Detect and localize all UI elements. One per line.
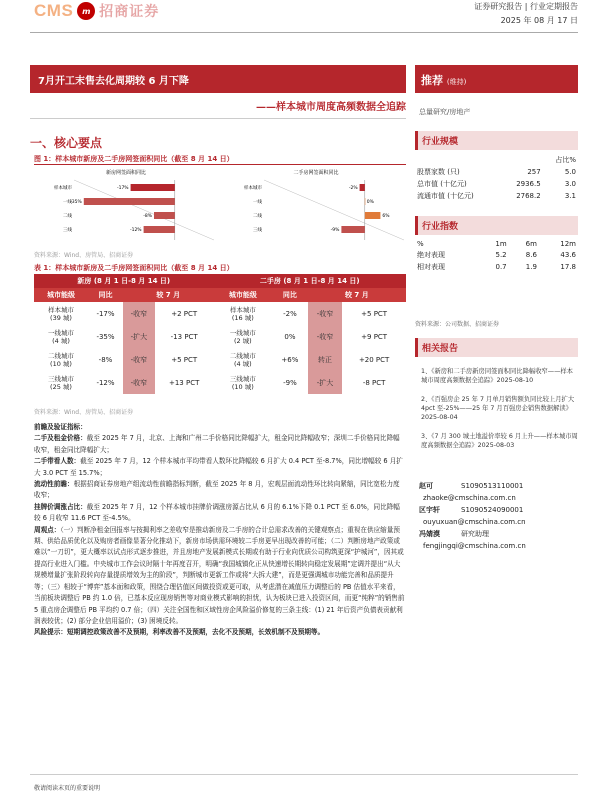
category-label: 三线 bbox=[253, 228, 262, 233]
bar bbox=[84, 198, 175, 205]
analyst-id: S1090513110001 bbox=[461, 482, 524, 490]
pct-change: +20 PCT bbox=[358, 355, 390, 364]
city-tier: 一线城市 (2 城) bbox=[229, 328, 256, 345]
table-row bbox=[34, 348, 406, 371]
analyst-email[interactable]: fengjingqi@cmschina.com.cn bbox=[423, 542, 526, 550]
table-row bbox=[34, 302, 406, 325]
para-heading: 挂牌价调涨占比： bbox=[34, 502, 87, 511]
related-item[interactable]: 1、《新房和二手房新房同签面积同比降幅收窄——样本城市周度高频数据全追踪》2025-08-10 bbox=[421, 368, 573, 384]
bar bbox=[131, 184, 175, 191]
table-row bbox=[34, 325, 406, 348]
scale-value: 2768.2 bbox=[516, 192, 541, 200]
col-header: 城市能级 bbox=[214, 288, 273, 302]
analyst-email[interactable]: ouyuxuan@cmschina.com.cn bbox=[423, 518, 526, 526]
category-label: 一线 bbox=[63, 200, 72, 205]
rating-note: (维持) bbox=[446, 78, 467, 86]
second-house-header: 二手房 (8 月 1 日-8 月 14 日) bbox=[214, 274, 406, 288]
index-value: 1.9 bbox=[525, 263, 537, 271]
logo-en: CMS bbox=[34, 1, 74, 20]
index-col: 12m bbox=[560, 240, 576, 248]
city-tier: 样本城市 (39 城) bbox=[48, 305, 75, 322]
index-source: 资料来源：公司数据、招商证券 bbox=[415, 321, 500, 328]
pct-change: +5 PCT bbox=[171, 355, 198, 364]
yoy-value: -9% bbox=[283, 378, 297, 387]
risk-text: 短期调控政策改善不及预期，利率改善不及预期，去化不及预期，长效机制不及预期等。 bbox=[66, 628, 325, 637]
new-house-header: 新房 (8 月 1 日-8 月 14 日) bbox=[34, 274, 214, 288]
para-heading: 风险提示： bbox=[34, 628, 67, 637]
rating: 推荐 bbox=[421, 74, 443, 87]
data-label: -9% bbox=[330, 228, 340, 233]
analyst-name: 赵可 bbox=[419, 482, 433, 490]
related-title: 相关报告 bbox=[415, 338, 578, 357]
table-row bbox=[34, 371, 406, 394]
index-col: 1m bbox=[495, 240, 507, 248]
col-header: 同比 bbox=[88, 288, 123, 302]
analyst-list bbox=[419, 480, 578, 552]
data-label: 6% bbox=[382, 214, 390, 219]
yoy-value: -17% bbox=[96, 309, 115, 318]
related-list bbox=[421, 367, 578, 450]
index-value: 5.2 bbox=[495, 251, 507, 259]
scale-pct: 3.1 bbox=[564, 192, 576, 200]
index-label: 相对表现 bbox=[417, 263, 445, 271]
col-header: 同比 bbox=[272, 288, 308, 302]
report-type: 证券研究报告 | 行业定期报告 bbox=[474, 2, 578, 11]
trend-tag: -扩大 bbox=[308, 371, 343, 394]
index-value: 0.7 bbox=[495, 263, 507, 271]
figure-source: 资料来源：Wind、房管局、招商证券 bbox=[34, 252, 134, 259]
city-tier: 二线城市 (10 城) bbox=[48, 351, 75, 368]
yoy-value: +6% bbox=[281, 355, 299, 364]
para-heading: 周观点： bbox=[34, 525, 61, 534]
yoy-value: -8% bbox=[98, 355, 113, 364]
trend-tag: -收窄 bbox=[308, 302, 343, 325]
para: （一）判断净租金回报率与按揭利率之差收窄是推动新房及二手房的合计总需求改善的关键观察点；重视在供应缩量预期、供给品质优化以及购房者画像显著分化推动下，新房市场供需环境较二手房更早出现改善的可能；（二）判断房地产政策或难以“一刀切”，更大概率以试点形式逐步推进，并且房地产发展新模式长期或有助于行业向优质公司构筑更深“护城河”，因其或提高行业进入门槛。中央城市工作会议时隔十年再度召开，明确“我国城镇化正从快速增长期转向稳定发展期”定调并提出“从大规模增量扩张阶段转向存量提质增效为主的阶段”，判断城市更新工作或将“大拆大建”，而是更强调城市功能完善和品质提升等；（三）相较于“博弈”基本面和政策，围绕合理估值区间做投资或更可取，从考虑潜在减值压力调整后的 PB 估值水平来看，当前板块调整后 PB 约 1.0 倍，已基本反应现房销售等对商业模式影响的担忧，认为板块已进入投资区间，而更“纯粹”的销售前 5 重点房企调整后 PB 平均约 0.7 倍；（四）关注全国性和区域性房企风险溢价修复的三条主线：(1) 21 年后资产负债表贡献利润表较优；(2) 部分企业信用溢价；(3) 困境反转。 bbox=[34, 525, 405, 625]
logo-icon: m bbox=[77, 2, 95, 20]
analyst-email[interactable]: zhaoke@cmschina.com.cn bbox=[423, 494, 516, 502]
scale-col: 占比% bbox=[555, 156, 576, 164]
data-label: -17% bbox=[116, 186, 129, 191]
body-text bbox=[34, 422, 406, 639]
city-tier: 三线城市 (25 城) bbox=[48, 374, 75, 391]
logo-cn: 招商证券 bbox=[99, 4, 160, 20]
category-label: 样本城市 bbox=[54, 186, 72, 191]
category-label: 二线 bbox=[63, 214, 72, 219]
analyst-name: 区宇轩 bbox=[419, 506, 440, 514]
related-item[interactable]: 2、《百强房企 25 年 7 月单月销售额负同比较上月扩大 4pct 至-25%——25 年 7 月百强房企销售数据解读》2025-08-04 bbox=[421, 396, 575, 421]
category-label: 一线 bbox=[253, 200, 262, 205]
para: 截至 2025 年 7 月，12 个样本城市平均带看人数环比降幅较 6 月扩大 0.4 PCT 至-8.7%，同比增幅较 6 月扩大 3.0 PCT 至 15.7%； bbox=[34, 457, 403, 477]
pct-change: -8 PCT bbox=[362, 378, 386, 387]
para-heading: 前瞻及验证指标： bbox=[34, 423, 87, 431]
pct-change: +13 PCT bbox=[168, 378, 200, 387]
index-label: 绝对表现 bbox=[417, 251, 445, 259]
para-heading: 二手带看人数： bbox=[34, 457, 81, 466]
industry-index-title: 行业指数 bbox=[415, 216, 578, 235]
city-tier: 二线城市 (4 城) bbox=[229, 351, 256, 368]
para: 根据招商证券房地产组流动性前瞻指标判断，截至 2025 年 8 月，宏观层面流动性环比转向紧缩，同比宽松力度收窄； bbox=[34, 480, 400, 500]
bar bbox=[144, 226, 175, 233]
section-heading: 一、核心要点 bbox=[30, 136, 103, 150]
industry-label: 总量研究/房地产 bbox=[419, 108, 471, 116]
bar bbox=[341, 226, 364, 233]
scale-label: 流通市值 (十亿元) bbox=[417, 192, 474, 200]
trend-tag: -收窄 bbox=[123, 302, 155, 325]
pct-change: +9 PCT bbox=[361, 332, 388, 341]
scale-value: 257 bbox=[527, 168, 541, 176]
index-col: 6m bbox=[525, 240, 537, 248]
pct-change: +5 PCT bbox=[361, 309, 388, 318]
index-value: 17.8 bbox=[560, 263, 576, 271]
analyst-id: S1090524090001 bbox=[461, 506, 524, 514]
industry-scale-title: 行业规模 bbox=[415, 131, 578, 150]
analyst-id: 研究助理 bbox=[461, 530, 489, 538]
bar bbox=[154, 212, 175, 219]
table-title: 表 1：样本城市新房及二手房网签面积同比（截至 8 月 14 日） bbox=[34, 264, 234, 272]
sidebar bbox=[415, 65, 578, 552]
city-tier: 三线城市 (10 城) bbox=[229, 374, 256, 391]
city-tier: 样本城市 (16 城) bbox=[229, 305, 256, 322]
analyst-name: 冯婧漠 bbox=[419, 530, 440, 538]
para-heading: 二手及租金价格： bbox=[34, 434, 87, 443]
table-source: 资料来源：Wind、房管局、招商证券 bbox=[34, 409, 134, 416]
yoy-value: -35% bbox=[96, 332, 115, 341]
figure-charts bbox=[34, 166, 406, 244]
city-table bbox=[34, 274, 406, 394]
bar bbox=[360, 184, 365, 191]
data-label: -12% bbox=[129, 228, 142, 233]
yoy-value: -2% bbox=[283, 309, 297, 318]
industry-index-table bbox=[415, 239, 578, 273]
data-label: -35% bbox=[70, 200, 82, 205]
rating-box bbox=[415, 65, 578, 93]
city-tier: 一线城市 (4 城) bbox=[48, 328, 75, 345]
report-title: 7月开工末售去化周期较 6 月下降 bbox=[30, 65, 406, 93]
yoy-value: 0% bbox=[284, 332, 296, 341]
pct-change: +2 PCT bbox=[171, 309, 198, 318]
trend-tag: -扩大 bbox=[123, 325, 155, 348]
category-label: 三线 bbox=[63, 228, 72, 233]
footer-note: 敬请阅读末页的重要说明 bbox=[34, 785, 101, 792]
trend-tag: -收窄 bbox=[308, 325, 343, 348]
industry-scale-table bbox=[415, 154, 578, 202]
chart-title: 新房网签面积同比 bbox=[105, 170, 147, 176]
data-label: -8% bbox=[143, 214, 152, 219]
report-subtitle: ——样本城市周度高频数据全追踪 bbox=[256, 102, 406, 113]
report-date: 2025 年 08 月 17 日 bbox=[500, 16, 578, 25]
scale-pct: 5.0 bbox=[564, 168, 576, 176]
data-label: 0% bbox=[366, 200, 374, 205]
header-divider bbox=[30, 32, 578, 33]
related-item[interactable]: 3、《7 月 300 城土地溢价率较 6 月上升——样本城市周度高频数据全追踪》2025-08-03 bbox=[421, 433, 578, 449]
trend-tag: 转正 bbox=[308, 348, 343, 371]
trend-tag: -收窄 bbox=[123, 348, 155, 371]
scale-label: 总市值 (十亿元) bbox=[417, 180, 467, 188]
footer-divider bbox=[30, 774, 578, 775]
para: 截至 2025 年 7 月，12 个样本城市挂牌价调涨房源占比从 6 月的 6.1%下降 0.1 PCT 至 6.0%，同比降幅较 6 月收窄 11.6 PCT 至-4.5%。 bbox=[34, 502, 400, 523]
para: 截至 2025 年 7 月，北京、上海和广州二手价格同比降幅扩大，租金同比降幅收窄；深圳二手价格同比降幅收窄，租金同比降幅扩大； bbox=[34, 434, 400, 454]
scale-label: 股票家数 (只) bbox=[417, 168, 460, 176]
bar bbox=[365, 198, 366, 205]
data-label: -2% bbox=[348, 186, 358, 191]
category-label: 二线 bbox=[253, 214, 262, 219]
index-col: % bbox=[417, 240, 424, 248]
col-header: 较 7 月 bbox=[308, 288, 406, 302]
pct-change: -13 PCT bbox=[170, 332, 198, 341]
para-heading: 流动性前瞻： bbox=[34, 480, 74, 489]
figure-title: 图 1：样本城市新房及二手房网签面积同比（截至 8 月 14 日） bbox=[34, 154, 406, 165]
brand-logo bbox=[34, 0, 159, 22]
subtitle-divider bbox=[30, 118, 406, 119]
index-chart bbox=[415, 275, 578, 313]
yoy-value: -12% bbox=[96, 378, 115, 387]
chart-title: 二手房网签面积同比 bbox=[293, 170, 339, 176]
scale-pct: 3.0 bbox=[564, 180, 576, 188]
bar bbox=[365, 212, 381, 219]
trend-tag: -收窄 bbox=[123, 371, 155, 394]
index-value: 8.6 bbox=[525, 251, 537, 259]
scale-value: 2936.5 bbox=[516, 180, 541, 188]
col-header: 较 7 月 bbox=[123, 288, 214, 302]
report-meta bbox=[474, 0, 578, 28]
col-header: 城市能级 bbox=[34, 288, 88, 302]
category-label: 样本城市 bbox=[244, 186, 262, 191]
index-value: 43.6 bbox=[560, 251, 576, 259]
